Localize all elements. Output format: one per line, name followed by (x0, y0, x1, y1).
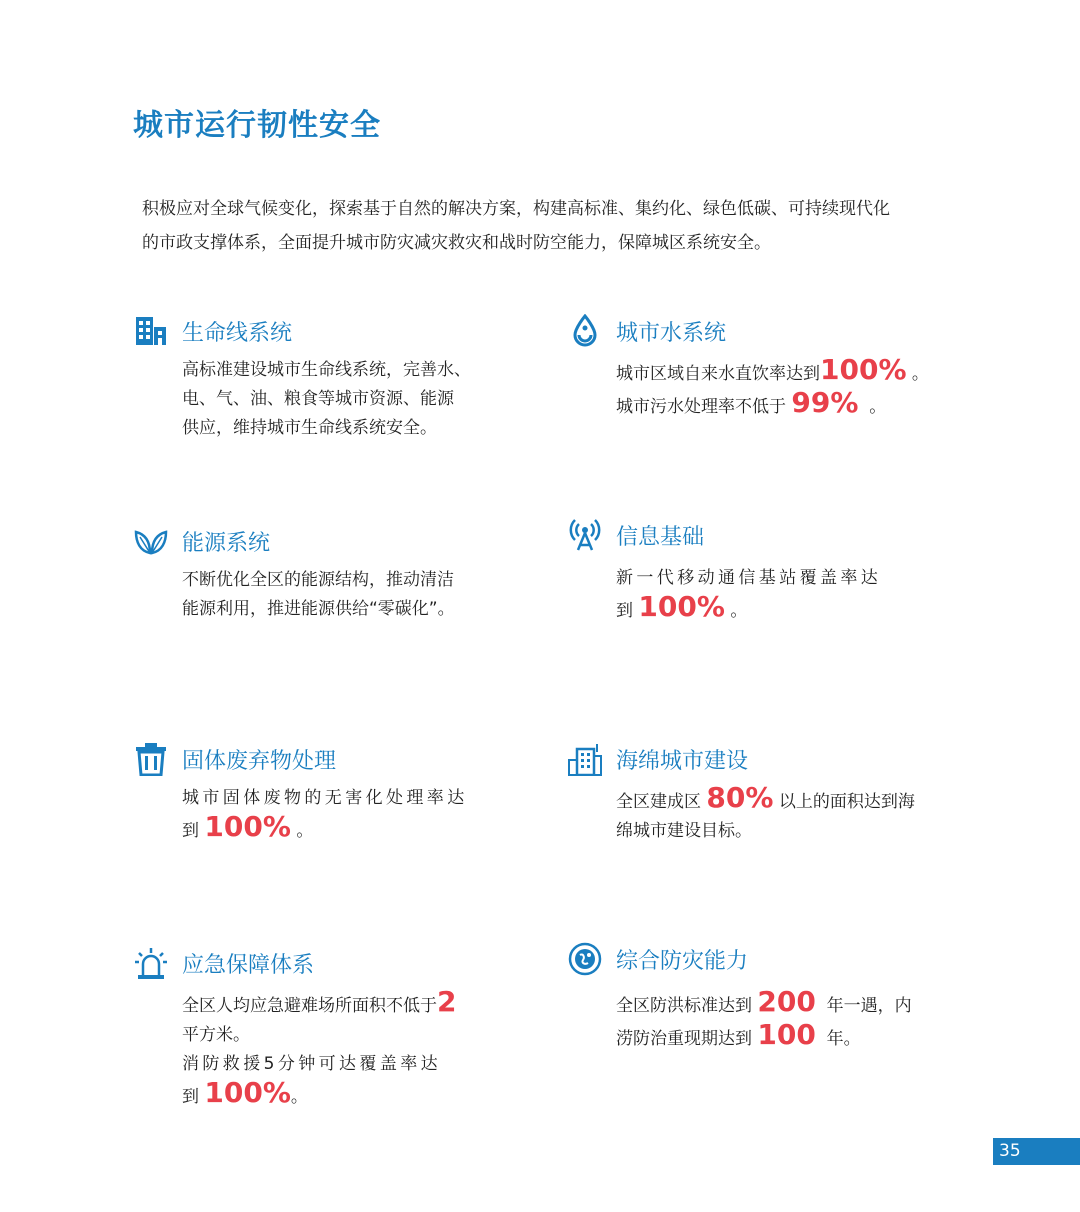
section-text (182, 1076, 514, 1112)
intro-line: 积极应对全球气候变化，探索基于自然的解决方案，构建高标准、集约化、绿色低碳、可持续现代化 (142, 199, 890, 219)
text-fragment: 全区人均应急避难场所面积不低于 (182, 996, 437, 1016)
text-fragment: 以上的面积达到海 (778, 792, 915, 812)
text-fragment: 城市区域自来水直饮率达到 (616, 364, 820, 384)
section-text: 平方米。 (182, 1025, 250, 1045)
text-fragment: 。 (296, 821, 314, 841)
intro-paragraph (142, 192, 972, 260)
section-text: 城市固体废物的无害化处理率达 (182, 788, 468, 808)
section-title: 固体废弃物处理 (182, 749, 337, 774)
buildings-icon (134, 314, 168, 348)
alarm-light-icon (134, 946, 168, 980)
section-text: 不断优化全区的能源结构，推动清洁 (182, 570, 454, 590)
highlight-value: 2 (437, 985, 457, 1018)
section-text: 消防救援5分钟可达覆盖率达 (182, 1054, 442, 1074)
section-text: 能源利用，推进能源供给“零碳化”。 (182, 599, 455, 619)
text-fragment: 到 (182, 821, 199, 841)
section-sponge (568, 742, 948, 846)
section-text: 绵城市建设目标。 (616, 821, 752, 841)
section-text (616, 590, 948, 626)
text-fragment: 年一遇，内 (826, 996, 912, 1016)
section-text (616, 1018, 948, 1054)
text-fragment: 年。 (826, 1029, 861, 1049)
section-title: 综合防灾能力 (616, 949, 749, 974)
page-number: 35 (993, 1138, 1080, 1165)
text-fragment: 。 (290, 1087, 308, 1107)
text-fragment: 城市污水处理率不低于 (616, 397, 786, 417)
highlight-value: 100 (757, 1018, 816, 1051)
section-info (568, 518, 948, 626)
highlight-value: 100% (820, 353, 907, 386)
leaves-icon (134, 524, 168, 558)
section-text: 电、气、油、粮食等城市资源、能源 (182, 389, 454, 409)
text-fragment: 。 (869, 397, 887, 417)
section-title: 生命线系统 (182, 321, 293, 346)
highlight-value: 200 (757, 985, 816, 1018)
trash-bin-icon (134, 742, 168, 776)
section-title: 城市水系统 (616, 321, 727, 346)
highlight-value: 80% (706, 781, 774, 814)
section-text (616, 985, 948, 1021)
section-energy (134, 524, 514, 624)
section-water (568, 314, 948, 422)
highlight-value: 100% (204, 810, 291, 843)
highlight-value: 100% (638, 590, 725, 623)
text-fragment: 。 (911, 364, 929, 384)
highlight-value: 99% (791, 386, 859, 419)
antenna-icon (568, 518, 602, 552)
city-building-icon (568, 742, 602, 776)
text-fragment: 到 (616, 601, 633, 621)
section-title: 能源系统 (182, 531, 271, 556)
intro-line: 的市政支撑体系，全面提升城市防灾减灾救灾和战时防空能力，保障城区系统安全。 (142, 233, 771, 253)
section-title: 应急保障体系 (182, 953, 315, 978)
text-fragment: 。 (730, 601, 748, 621)
section-title: 信息基础 (616, 525, 705, 550)
section-text (616, 386, 948, 422)
section-text: 高标准建设城市生命线系统，完善水、 (182, 360, 471, 380)
water-drop-icon (568, 314, 602, 348)
section-waste (134, 742, 514, 846)
text-fragment: 全区防洪标准达到 (616, 996, 752, 1016)
text-fragment: 全区建成区 (616, 792, 701, 812)
section-lifeline (134, 314, 514, 443)
section-emergency (134, 946, 514, 1112)
globe-shield-icon (568, 942, 602, 976)
section-text: 新一代移动通信基站覆盖率达 (616, 568, 882, 588)
section-text: 供应，维持城市生命线系统安全。 (182, 418, 437, 438)
text-fragment: 涝防治重现期达到 (616, 1029, 752, 1049)
highlight-value: 100% (204, 1076, 291, 1109)
section-text (182, 985, 514, 1021)
section-title: 海绵城市建设 (616, 749, 749, 774)
page-title: 城市运行韧性安全 (133, 108, 381, 143)
section-text (182, 810, 514, 846)
section-text (616, 353, 948, 389)
section-text (616, 781, 948, 817)
text-fragment: 到 (182, 1087, 199, 1107)
section-disaster (568, 942, 948, 1054)
